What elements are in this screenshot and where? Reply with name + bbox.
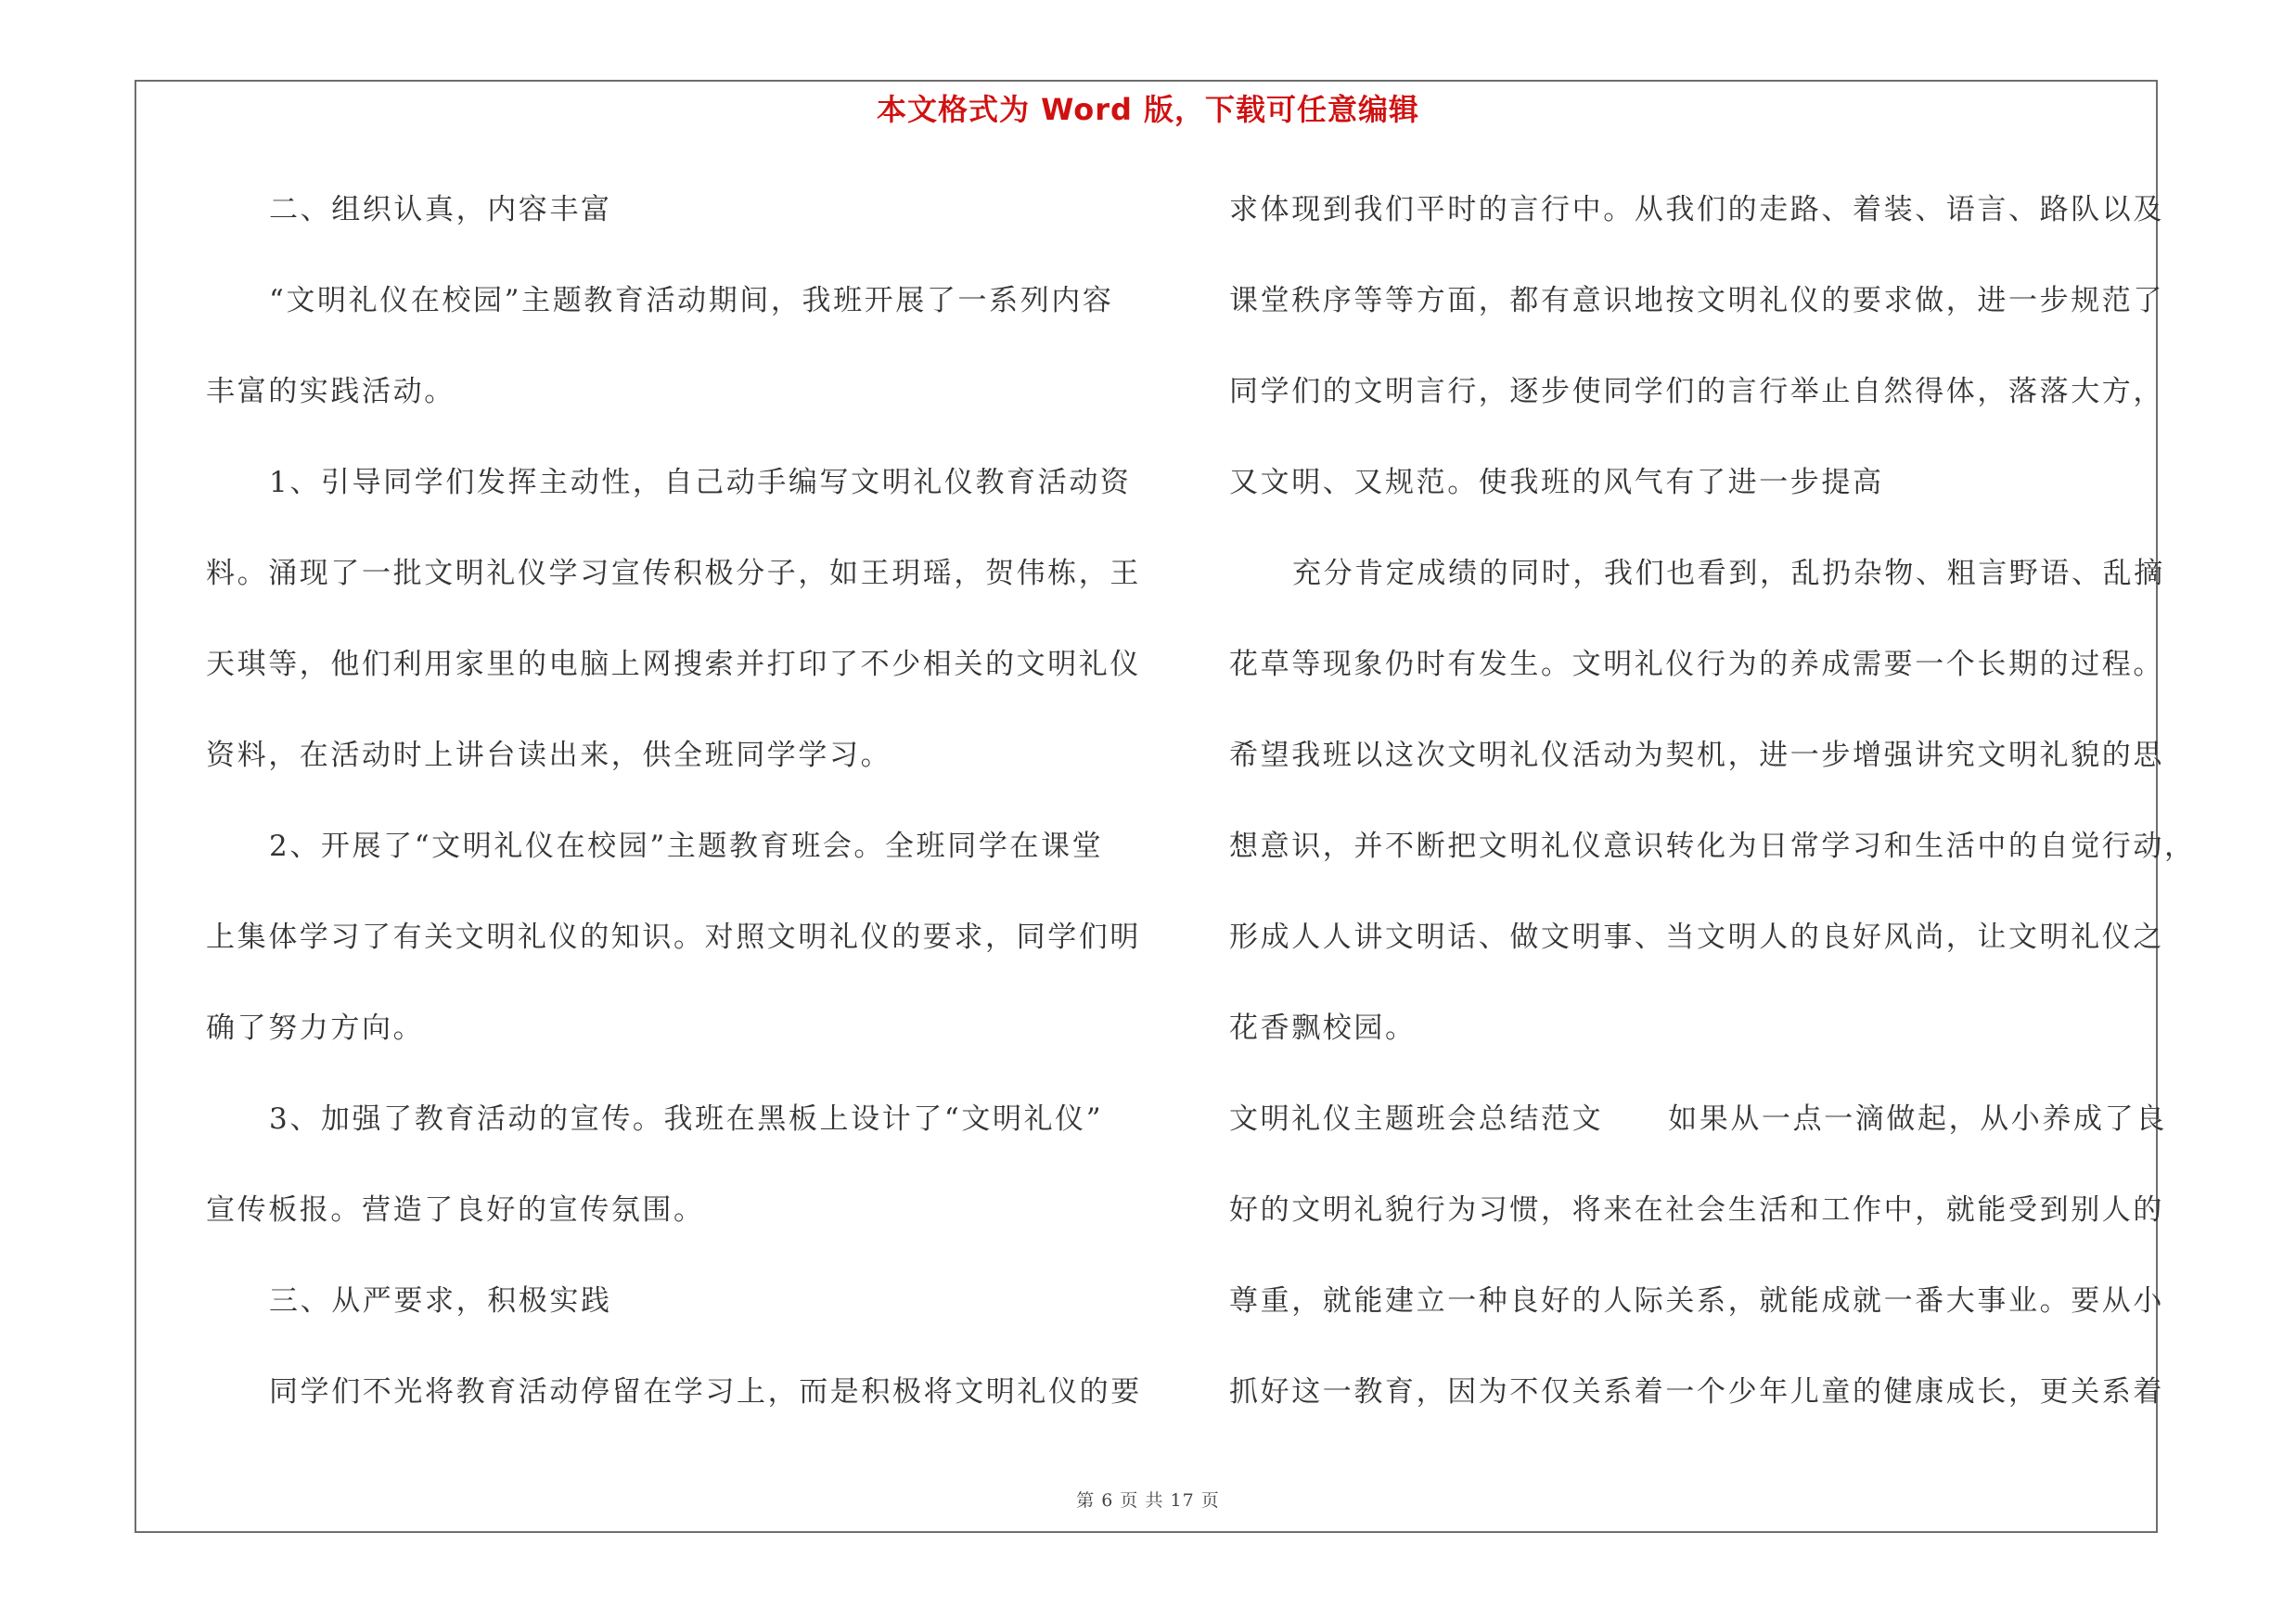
format-banner: 本文格式为 Word 版，下载可任意编辑 (876, 92, 1420, 127)
paragraph-line: 抓好这一教育，因为不仅关系着一个少年儿童的健康成长，更关系着 (1229, 1375, 2164, 1409)
article-title-line (1229, 1091, 2167, 1182)
section-heading: 二、组织认真，内容丰富 (269, 193, 612, 226)
paragraph-line: 3、加强了教育活动的宣传。我班在黑板上设计了“文明礼仪” (269, 1102, 1104, 1136)
right-column (1229, 182, 2196, 1455)
paragraph-line: 丰富的实践活动。 (206, 375, 455, 408)
paragraph-line: 天琪等，他们利用家里的电脑上网搜索并打印了不少相关的文明礼仪 (206, 648, 1141, 681)
paragraph-line: 尊重，就能建立一种良好的人际关系，就能成就一番大事业。要从小 (1229, 1284, 2164, 1318)
paragraph-line: 形成人人讲文明话、做文明事、当文明人的良好风尚，让文明礼仪之 (1229, 921, 2164, 954)
paragraph-line: 想意识，并不断把文明礼仪意识转化为日常学习和生活中的自觉行动， (1229, 830, 2196, 863)
paragraph-line: 宣传板报。营造了良好的宣传氛围。 (206, 1193, 705, 1227)
paragraph-line: “文明礼仪在校园”主题教育活动期间，我班开展了一系列内容 (269, 284, 1114, 317)
paragraph-line: 同学们不光将教育活动停留在学习上，而是积极将文明礼仪的要 (269, 1375, 1142, 1409)
paragraph-line: 确了努力方向。 (206, 1011, 425, 1045)
paragraph-line: 花草等现象仍时有发生。文明礼仪行为的养成需要一个长期的过程。 (1229, 648, 2164, 681)
section-heading: 三、从严要求，积极实践 (269, 1284, 612, 1318)
paragraph-line: 上集体学习了有关文明礼仪的知识。对照文明礼仪的要求，同学们明 (206, 921, 1141, 954)
paragraph-line: 希望我班以这次文明礼仪活动为契机，进一步增强讲究文明礼貌的思 (1229, 739, 2164, 772)
paragraph-line: 同学们的文明言行，逐步使同学们的言行举止自然得体，落落大方， (1229, 375, 2164, 408)
paragraph-line: 充分肯定成绩的同时，我们也看到，乱扔杂物、粗言野语、乱摘 (1292, 557, 2165, 590)
paragraph-line: 料。涌现了一批文明礼仪学习宣传积极分子，如王玥瑶，贺伟栋，王 (206, 557, 1141, 590)
paragraph-line: 求体现到我们平时的言行中。从我们的走路、着装、语言、路队以及 (1229, 193, 2164, 226)
paragraph-line: 好的文明礼貌行为习惯，将来在社会生活和工作中，就能受到别人的 (1229, 1193, 2164, 1227)
page-number: 第 6 页 共 17 页 (1076, 1490, 1220, 1511)
paragraph-line: 课堂秩序等等方面，都有意识地按文明礼仪的要求做，进一步规范了 (1229, 284, 2164, 317)
left-column (206, 182, 1142, 1455)
article-title: 文明礼仪主题班会总结范文 (1229, 1102, 1604, 1136)
paragraph-start: 如果从一点一滴做起，从小养成了良 (1668, 1102, 2167, 1136)
paragraph-line: 花香飘校园。 (1229, 1011, 1417, 1045)
paragraph-line: 2、开展了“文明礼仪在校园”主题教育班会。全班同学在课堂 (269, 830, 1104, 863)
paragraph-line: 资料，在活动时上讲台读出来，供全班同学学习。 (206, 739, 892, 772)
paragraph-line: 又文明、又规范。使我班的风气有了进一步提高 (1229, 466, 1884, 499)
paragraph-line: 1、引导同学们发挥主动性，自己动手编写文明礼仪教育活动资 (269, 466, 1132, 499)
